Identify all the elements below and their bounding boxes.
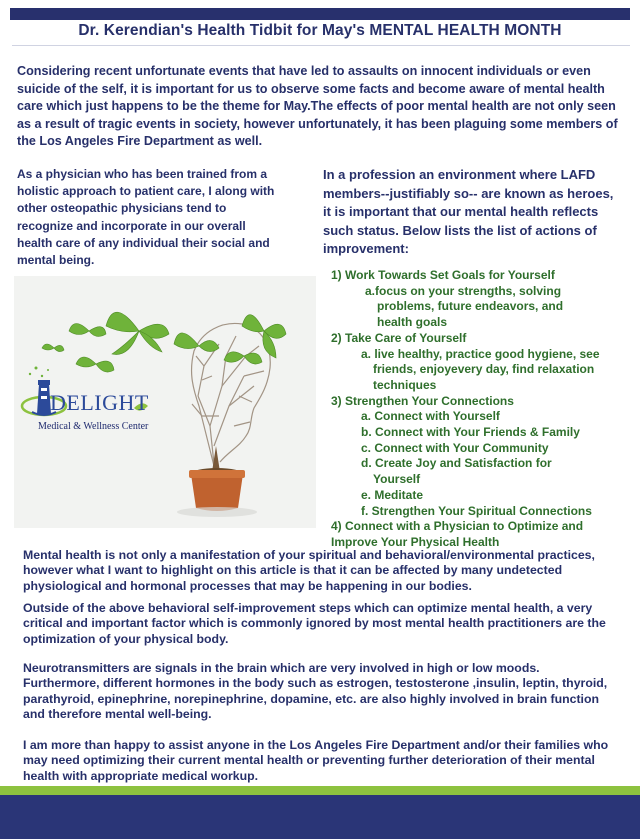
action-3f: f. Strengthen Your Spiritual Connections [361, 503, 592, 518]
action-3d: d. Create Joy and Satisfaction for Yourself [361, 456, 552, 487]
actions-list [331, 268, 631, 551]
paragraph-physiology: Mental health is not only a manifestation of your spiritual and behavioral/environmental practices, however what I want to highlight on this article is that it can be affected by many undetected physiological and hormonal processes that may be happening in our bodies. [23, 548, 595, 593]
title-divider [12, 45, 630, 46]
paragraph-assist: I am more than happy to assist anyone in the Los Angeles Fire Department and/or their families who may need optimizing their current mental health or preventing further deterioration of their mental health with appropriate medical workup. [23, 738, 609, 783]
action-2: 2) Take Care of Yourself [331, 330, 467, 345]
intro-paragraph: Considering recent unfortunate events that have led to assaults on innocent individuals or even suicide of the self, it is important for us to observe some facts and become aware of mental health care which just happens to be the theme for May.The effects of poor mental health are not only seen as a result of tragic events in society, however unfortunately, it has been plaguing some members of the Los Angeles Fire Department as well. [17, 64, 618, 148]
action-3c: c. Connect with Your Community [361, 440, 549, 455]
footer-green-band [0, 786, 640, 795]
action-3: 3) Strengthen Your Connections [331, 393, 514, 408]
action-3a: a. Connect with Yourself [361, 409, 500, 424]
action-4: 4) Connect with a Physician to Optimize and Improve Your Physical Health [331, 519, 584, 549]
footer-blue-band [0, 795, 640, 839]
logo-subtitle: Medical & Wellness Center [38, 421, 149, 432]
tree-head-butterflies-illustration [14, 276, 316, 528]
header-band [10, 8, 630, 20]
action-3e: e. Meditate [361, 487, 424, 502]
paragraph-neurotransmitters: Neurotransmitters are signals in the brain which are very involved in high or low moods. Furthermore, different hormones in the body such as estrogen, testosterone ,insulin, leptin, thyroid, parathyroid, epinephrine, norepinephrine, dopamine, etc. are also highly involved in brain function and therefore mental well-being. [23, 661, 608, 721]
action-3b: b. Connect with Your Friends & Family [361, 425, 580, 440]
action-2a: a. live healthy, practice good hygiene, see friends, enjoyevery day, find relaxation techniques [361, 346, 600, 392]
action-1: 1) Work Towards Set Goals for Yourself [331, 268, 555, 282]
paragraph-physical-body: Outside of the above behavioral self-improvement steps which can optimize mental health, a very critical and important factor which is commonly ignored by most mental health practitioners are the optimization of your physical body. [23, 601, 606, 646]
logo-name: DELIGHT [50, 390, 149, 415]
actions-intro: In a profession an environment where LAFD members--justifiably so-- are known as heroes, it is important that our mental health reflects such status. Below lists the list of actions of improvement: [323, 167, 614, 256]
page-title: Dr. Kerendian's Health Tidbit for May's MENTAL HEALTH MONTH [78, 22, 562, 39]
holistic-paragraph: As a physician who has been trained from a holistic approach to patient care, I along with other osteopathic physicians tend to recognize and incorporate in our overall health care of any individual their social and mental being. [17, 167, 275, 268]
action-1a: a.focus on your strengths, solving problems, future endeavors, and health goals [365, 283, 564, 330]
